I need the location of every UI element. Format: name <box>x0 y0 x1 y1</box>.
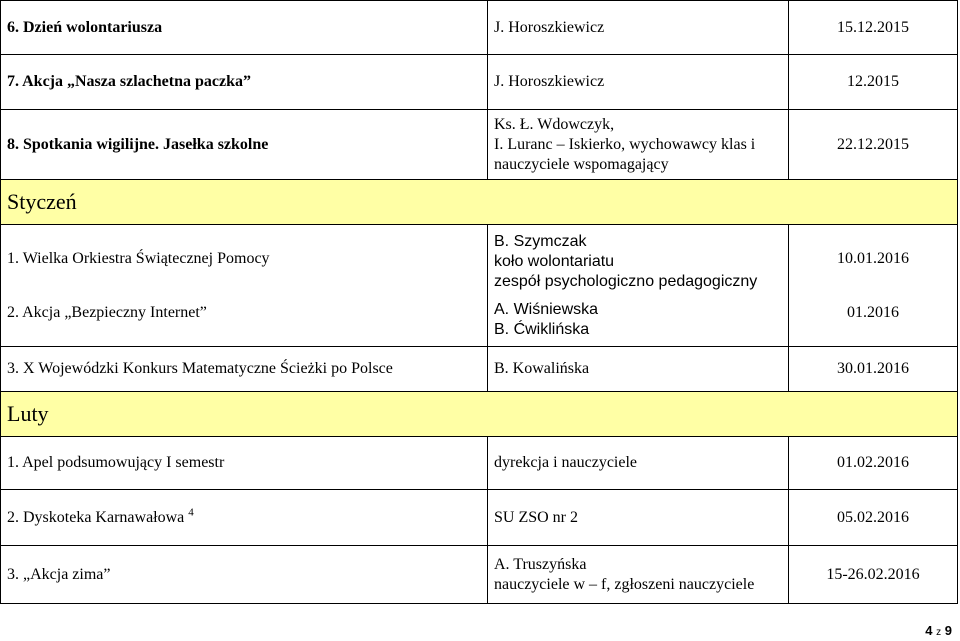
page-separator: z <box>936 627 942 638</box>
page-number <box>925 623 952 638</box>
responsible-cell: dyrekcja i nauczyciele <box>488 437 789 490</box>
responsible-line: B. Ćwiklińska <box>494 320 590 338</box>
responsible-line: I. Luranc – Iskierko, wychowawcy klas i <box>494 135 756 153</box>
date-cell: 15.12.2015 <box>789 1 958 55</box>
date-cell: 15-26.02.2016 <box>789 546 958 604</box>
date-cell: 22.12.2015 <box>789 110 958 180</box>
responsible-cell <box>488 225 789 347</box>
date-cell: 12.2015 <box>789 55 958 110</box>
date-cell: 05.02.2016 <box>789 490 958 546</box>
event-cell <box>1 225 488 347</box>
event-cell: 8. Spotkania wigilijne. Jasełka szkolne <box>1 110 488 180</box>
event-cell <box>1 490 488 546</box>
event-line: 1. Wielka Orkiestra Świątecznej Pomocy <box>7 249 270 267</box>
responsible-line: nauczyciele w – f, zgłoszeni nauczyciele <box>494 575 755 593</box>
responsible-line: koło wolontariatu <box>494 252 615 270</box>
table-row <box>1 55 958 110</box>
date-line: 01.2016 <box>847 303 899 321</box>
date-cell <box>789 225 958 347</box>
date-line: 10.01.2016 <box>837 249 909 267</box>
responsible-line: B. Szymczak <box>494 232 587 250</box>
month-header-row <box>1 392 958 437</box>
responsible-line: zespół psychologiczno pedagogiczny <box>494 272 758 290</box>
responsible-cell: J. Horoszkiewicz <box>488 55 789 110</box>
table-row <box>1 110 958 180</box>
table-row <box>1 437 958 490</box>
event-text: 2. Dyskoteka Karnawałowa <box>7 508 185 526</box>
responsible-line: A. Wiśniewska <box>494 300 599 318</box>
table-row <box>1 490 958 546</box>
page-current: 4 <box>925 623 933 638</box>
event-cell: 3. X Wojewódzki Konkurs Matematyczne Ścieżki po Polsce <box>1 347 488 392</box>
responsible-cell: B. Kowalińska <box>488 347 789 392</box>
responsible-cell <box>488 110 789 180</box>
date-cell: 01.02.2016 <box>789 437 958 490</box>
table-row <box>1 546 958 604</box>
responsible-cell <box>488 546 789 604</box>
event-cell: 3. „Akcja zima” <box>1 546 488 604</box>
responsible-line: Ks. Ł. Wdowczyk, <box>494 115 615 133</box>
event-line: 2. Akcja „Bezpieczny Internet” <box>7 303 207 321</box>
month-header-row <box>1 180 958 225</box>
page-total: 9 <box>944 623 952 638</box>
table-row <box>1 225 958 347</box>
table-row <box>1 347 958 392</box>
event-cell: 1. Apel podsumowujący I semestr <box>1 437 488 490</box>
event-cell: 7. Akcja „Nasza szlachetna paczka” <box>1 55 488 110</box>
month-header: Luty <box>1 392 958 437</box>
responsible-line: nauczyciele wspomagający <box>494 155 669 173</box>
event-cell: 6. Dzień wolontariusza <box>1 1 488 55</box>
table-row <box>1 1 958 55</box>
responsible-cell: J. Horoszkiewicz <box>488 1 789 55</box>
footnote-marker: 4 <box>188 506 194 519</box>
date-cell: 30.01.2016 <box>789 347 958 392</box>
responsible-line: A. Truszyńska <box>494 555 587 573</box>
responsible-cell: SU ZSO nr 2 <box>488 490 789 546</box>
month-header: Styczeń <box>1 180 958 225</box>
